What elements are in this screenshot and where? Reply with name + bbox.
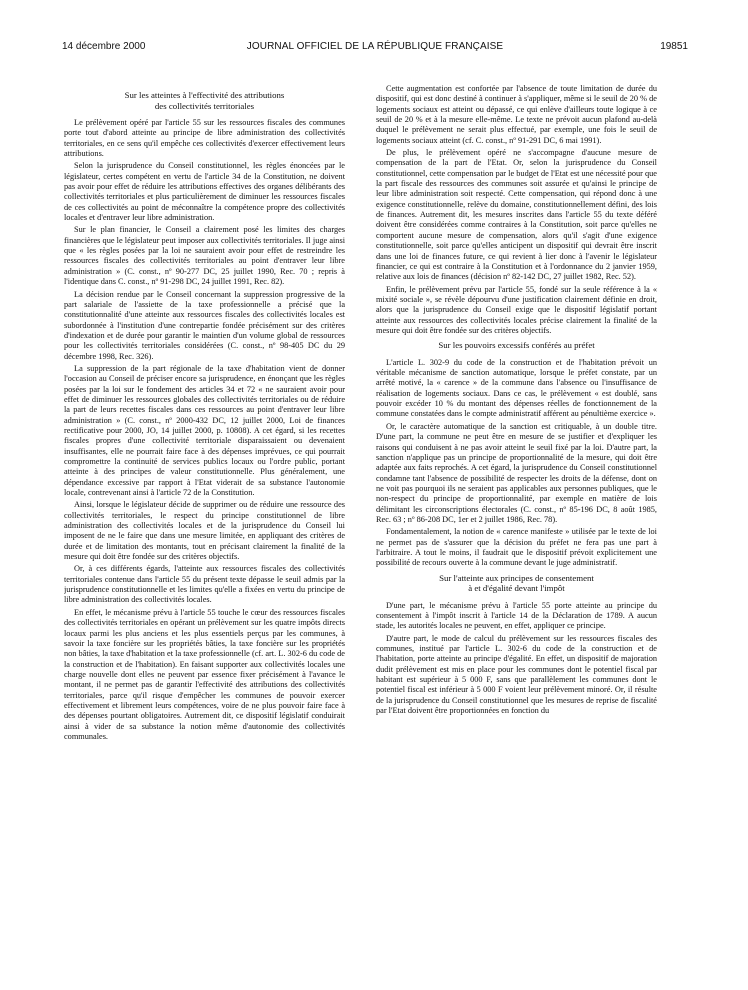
left-column [64, 90, 345, 968]
paragraph: L'article L. 302-9 du code de la construction et de l'habitation prévoit un véritable mécanisme de sanction automatique, lorsque le préfet constate, par un arrêté motivé, la « carence » de la commune dans l'absence ou l'insuffisance de réalisation de logements sociaux. Dans ce cas, le prélèvement « est doublé, sans pouvoir excéder 10 % du montant des dépenses réelles de fonctionnement de la commune constatées dans le compte administratif afférent au pénultième exercice ». [376, 357, 657, 419]
heading-line: Sur l'atteinte aux principes de consentement [439, 572, 594, 583]
paragraph: La décision rendue par le Conseil concernant la suppression progressive de la part salariale de l'assiette de la taxe professionnelle a précisé que la constitutionnalité d'une atteinte aux ressources fiscales des collectivités locales est subordonnée à l'institution d'une contrepartie fondée précisément sur des critères d'indexation et de durée pour garantir le maintien d'un volume global de ressources pour les collectivités territoriales considérées (C. const., nº 98-405 DC du 29 décembre 1998, Rec. 326). [64, 289, 345, 361]
header-date: 14 décembre 2000 [62, 41, 146, 52]
section-heading-impot [376, 573, 657, 594]
paragraph: Sur le plan financier, le Conseil a clairement posé les limites des charges financières que le législateur peut imposer aux collectivités territoriales. Il juge ainsi que « les règles posées par la loi ne sauraient avoir pour effet de restreindre les ressources fiscales des collectivités territoriales au point d'entraver leur libre administration » (C. const., nº 90-277 DC, 25 juillet 1990, Rec. 70 ; repris à l'identique dans C. const., nº 91-298 DC, 24 juillet 1991, Rec. 82). [64, 225, 345, 287]
header-page-number: 19851 [660, 41, 688, 52]
section-heading-prefet [376, 340, 657, 351]
header-journal-title: JOURNAL OFFICIEL DE LA RÉPUBLIQUE FRANÇAISE [246, 41, 504, 52]
paragraph: En effet, le mécanisme prévu à l'article 55 touche le cœur des ressources fiscales des collectivités territoriales en opérant un prélèvement sur les quatre impôts directs locaux parmi les plus anciens et les plus essentiels perçus par les communes, à savoir la taxe foncière sur les propriétés bâties, la taxe foncière sur les propriétés non bâties, la taxe d'habitation et la taxe professionnelle (cf. art. L. 302-6 du code de la construction et de l'habitation). En faisant supporter aux collectivités locales une charge nouvelle dont elles ne peuvent par essence fixer précisément à l'avance le montant, il ne permet pas de garantir l'effectivité des attributions des collectivités territoriales, parce qu'il risque d'empêcher les communes de pouvoir exercer effectivement et librement leurs compétences, voire de ne plus pouvoir faire face à des dépenses pourtant obligatoires. Autrement dit, ce dispositif législatif conduirait ainsi à vider de sa substance la notion même d'autonomie des collectivités communales. [64, 607, 345, 741]
paragraph: Ainsi, lorsque le législateur décide de supprimer ou de réduire une ressource des collectivités territoriales, le respect du principe constitutionnel de libre administration des collectivités locales et de la jurisprudence du Conseil lui imposent de ne le faire que dans une mesure limitée, en appliquant des critères de durée et de limitation des montants, tout en précisant clairement la finalité de la mesure qui doit être fondée sur des critères objectifs. [64, 500, 345, 562]
paragraph: D'autre part, le mode de calcul du prélèvement sur les ressources fiscales des communes, institué par l'article L. 302-6 du code de la construction et de l'habitation, porte atteinte au principe d'égalité. En effet, un dispositif de majoration dudit prélèvement est mis en place pour les communes dont le potentiel fiscal par habitant est supérieur à 5 000 F, sans que parallèlement les communes dont le potentiel fiscal est inférieur à 5 000 F voient leur prélèvement minoré. Or, il résulte de la jurisprudence du Conseil constitutionnel que les mesures de reprise de fiscalité par l'Etat doivent être proportionnées en fonction du [376, 633, 657, 716]
paragraph: Or, à ces différents égards, l'atteinte aux ressources fiscales des collectivités territoriales contenue dans l'article 55 du présent texte dépasse le seuil admis par la jurisprudence constitutionnelle et les limites qu'elle a fixées en vertu du principe de libre administration des collectivités locales. [64, 564, 345, 605]
paragraph: Fondamentalement, la notion de « carence manifeste » utilisée par le texte de loi ne permet pas de s'assurer que la décision du préfet ne fera pas une part à l'arbitraire. A tout le moins, il faudrait que le dispositif prévoit explicitement une possibilité de recours ouverte à la commune devant le juge administratif. [376, 527, 657, 568]
paragraph: Cette augmentation est confortée par l'absence de toute limitation de durée du dispositif, qui est donc destiné à continuer à s'appliquer, même si le seuil de 20 % de logements sociaux est atteint ou dépassé, ce qui enlève d'ailleurs toute logique à ce seuil de 20 % et à la mesure elle-même. Le texte ne prévoit aucun plafond au-delà duquel le prélèvement ne serait plus effectué, par exemple, une fois le seuil de logements sociaux atteint (cf. C. const., nº 91-291 DC, 6 mai 1991). [376, 84, 657, 145]
paragraph: Selon la jurisprudence du Conseil constitutionnel, les règles énoncées par le législateur, certes compétent en vertu de l'article 34 de la Constitution, ne doivent pas avoir pour effet de réduire les attributions effectives des organes délibérants des collectivités territoriales et plus particulièrement de diminuer les ressources fiscales de ces collectivités au point de méconnaître la compétence propre des collectivités locales et d'entraver leur libre administration. [64, 161, 345, 223]
section-heading-effectivite [64, 90, 345, 111]
right-column [376, 84, 657, 968]
heading-line: Sur les atteintes à l'effectivité des attributions [124, 90, 285, 100]
paragraph: La suppression de la part régionale de la taxe d'habitation vient de donner l'occasion au Conseil de préciser encore sa jurisprudence, en énonçant que les règles posées par la loi sur le fondement des articles 34 et 72 « ne sauraient avoir pour effet de diminuer les ressources globales des collectivités territoriales ou de réduire la part de leurs recettes fiscales dans ces ressources au point d'entraver leur libre administration » (C. const., nº 2000-432 DC, 12 juillet 2000, Loi de finances rectificative pour 2000, JO, 14 juillet 2000, p. 10808). A cet égard, si les recettes fiscales propres d'une collectivité territoriale disparaissaient ou devenaient insuffisantes, elle ne pourrait faire face à des dépenses imprévues, ce qui pourrait compromettre la continuité de services publics locaux ou l'ordre public, portant atteinte à des principes de valeur constitutionnelle. Plus généralement, une dépendance excessive par rapport à l'Etat viderait de sa substance l'autonomie locale, contrevenant ainsi à l'article 72 de la Constitution. [64, 363, 345, 498]
paragraph: De plus, le prélèvement opéré ne s'accompagne d'aucune mesure de compensation de la part de l'Etat. Or, selon la jurisprudence du Conseil constitutionnel, cette compensation par le budget de l'Etat est une nécessité pour que la part fiscale des ressources des communes soit assurée et qu'ainsi le principe de leur libre administration soit respecté. Cette compensation, qui répond donc à une exigence constitutionnelle, relève du domaine, constitutionnellement défini, des lois de finances. Autrement dit, les mesures inscrites dans l'article 55 du texte déféré doivent être considérées comme contraires à la Constitution, soit parce qu'elles ne comportent aucune mesure de compensation, alors qu'il s'agit d'une exigence constitutionnelle, soit parce qu'elles anticipent un dispositif qui devrait être inscrit dans une loi de finances future, ce qui revient à lier donc à l'avenir le législateur financier, ce qui est contraire à la Constitution et à l'ordonnance du 2 janvier 1959, relative aux lois de finances (décision nº 82-142 DC, 27 juillet 1982, Rec. 52). [376, 148, 657, 282]
paragraph: Le prélèvement opéré par l'article 55 sur les ressources fiscales des communes porte tout d'abord atteinte au principe de libre administration des collectivités territoriales, en ce sens qu'il empêche ces collectivités d'exercer effectivement leurs attributions. [64, 118, 345, 159]
heading-line: à et d'égalité devant l'impôt [468, 583, 565, 594]
heading-line: des collectivités territoriales [154, 100, 255, 111]
paragraph: Enfin, le prélèvement prévu par l'article 55, fondé sur la seule référence à la « mixité sociale », se révèle dépourvu d'une justification clairement définie en droit, alors que la jurisprudence du Conseil exige que le dispositif législatif portant atteinte aux ressources des collectivités locales précise clairement la finalité de la mesure qui doit être fondée sur des critères objectifs. [376, 284, 657, 335]
paragraph: D'une part, le mécanisme prévu à l'article 55 porte atteinte au principe du consentement à l'impôt inscrit à l'article 14 de la Déclaration de 1789. A aucun stade, les autorités locales ne peuvent, en effet, appliquer ce principe. [376, 600, 657, 631]
heading-line: Sur les pouvoirs excessifs conférés au préfet [438, 340, 595, 351]
paragraph: Or, le caractère automatique de la sanction est critiquable, à un double titre. D'une part, la commune ne peut être en mesure de se justifier et d'expliquer les raisons qui conduisent à ne pas avoir atteint le seuil fixé par la loi. D'autre part, la sanction n'applique pas un principe de proportionnalité de la mesure, qui doit être adaptée aux faits reprochés. A cet égard, la jurisprudence du Conseil constitutionnel condamne tant l'absence de possibilité de respecter les droits de la défense, dont on ne voit pas pourquoi ils ne seraient pas applicables aux personnes publiques, que le non-respect du principe de proportionnalité, par exemple en matière de lois délimitant les circonscriptions électorales (C. const., nº 85-196 DC, 8 août 1985, Rec. 63 ; nº 86-208 DC, 1er et 2 juillet 1986, Rec. 78). [376, 421, 657, 524]
page-header [62, 41, 688, 55]
